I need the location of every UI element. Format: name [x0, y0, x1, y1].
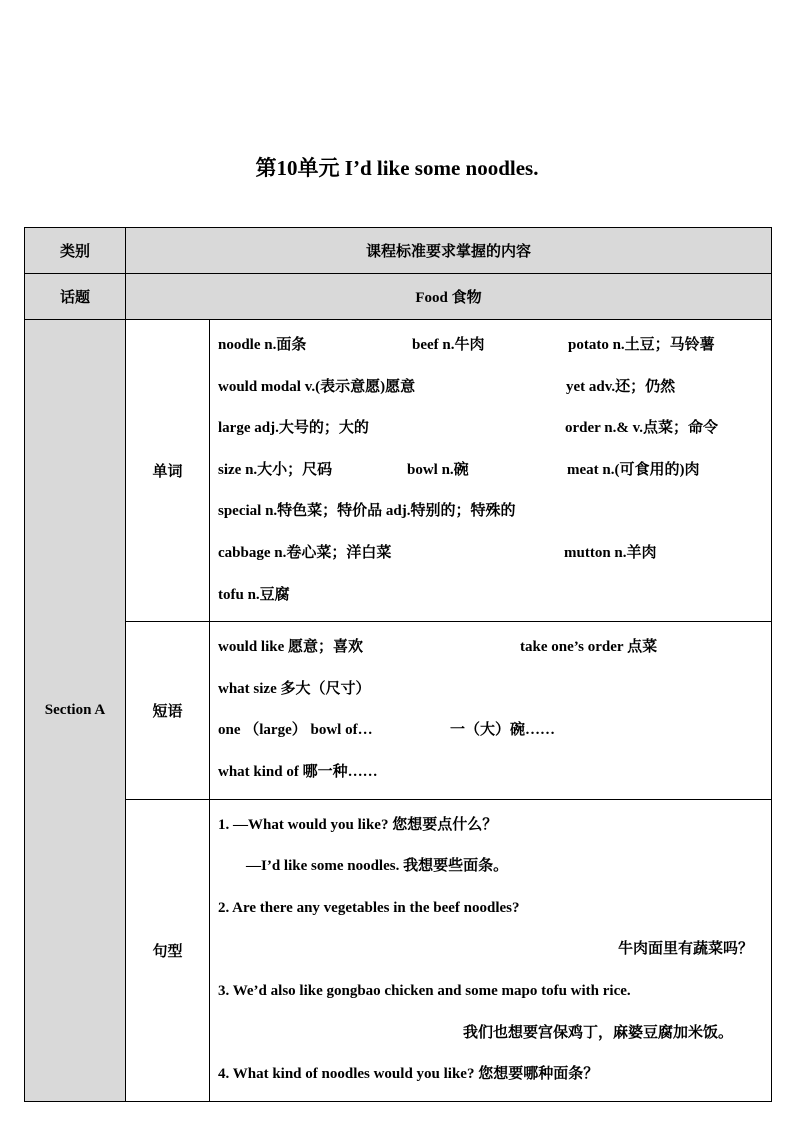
- phrases-row: [25, 622, 772, 799]
- sentences-row: [25, 799, 772, 1101]
- vocab-item: potato n.土豆；马铃薯: [568, 337, 715, 353]
- vocab-line: [218, 367, 763, 409]
- vocab-line: [218, 325, 763, 367]
- vocab-item: size n.大小；尺码: [218, 461, 333, 478]
- phrase-item: would like 愿意；喜欢: [218, 639, 364, 656]
- vocab-item: would modal v.(表示意愿)愿意: [218, 378, 416, 395]
- phrase-item: what size 多大（尺寸）: [218, 680, 371, 697]
- section-label: Section A: [25, 320, 126, 1102]
- phrases-content: [210, 622, 772, 799]
- sentence-line: 3. We’d also like gongbao chicken and some mapo tofu with rice.: [218, 982, 631, 999]
- vocab-item: noodle n.面条: [218, 337, 307, 353]
- phrase-line: [218, 710, 763, 752]
- vocab-item: cabbage n.卷心菜；洋白菜: [218, 544, 392, 561]
- vocab-line: [218, 408, 763, 450]
- phrase-line: [218, 752, 763, 794]
- vocab-row: [25, 320, 772, 622]
- sentence-translation: 牛肉面里有蔬菜吗？: [618, 941, 754, 958]
- header-category: 类别: [25, 228, 126, 274]
- vocab-line: [218, 575, 763, 617]
- sentence-line: 1. —What would you like? 您想要点什么？: [218, 816, 498, 833]
- vocab-line: [218, 450, 763, 492]
- vocab-content: [210, 320, 772, 622]
- vocab-item: large adj.大号的；大的: [218, 420, 369, 437]
- vocab-item: special n.特色菜；特价品 adj.特别的；特殊的: [218, 503, 516, 520]
- vocab-item: beef n.牛肉: [412, 337, 485, 353]
- vocab-item: bowl n.碗: [407, 461, 469, 478]
- vocab-item: yet adv.还；仍然: [566, 378, 676, 395]
- vocab-item: mutton n.羊肉: [564, 544, 657, 561]
- vocab-line: [218, 533, 763, 575]
- phrase-item: 一（大）碗……: [450, 722, 556, 739]
- sentences-label: 句型: [126, 799, 210, 1101]
- phrase-line: [218, 669, 763, 711]
- phrase-line: [218, 627, 763, 669]
- phrase-item: one （large） bowl of…: [218, 722, 373, 739]
- vocab-item: tofu n.豆腐: [218, 586, 290, 603]
- vocab-item: meat n.(可食用的)肉: [567, 461, 700, 478]
- header-content: 课程标准要求掌握的内容: [126, 228, 772, 274]
- phrase-item: what kind of 哪一种……: [218, 763, 378, 780]
- sentence-translation: 我们也想要宫保鸡丁，麻婆豆腐加米饭。: [463, 1024, 734, 1041]
- vocab-item: order n.& v.点菜；命令: [565, 420, 719, 437]
- sentence-line: —I’d like some noodles. 我想要些面条。: [246, 858, 509, 875]
- topic-row: [25, 274, 772, 320]
- content-table: [24, 227, 772, 1102]
- sentences-content: [210, 799, 772, 1101]
- vocab-label: 单词: [126, 320, 210, 622]
- header-row: [25, 228, 772, 274]
- sentence-line: 2. Are there any vegetables in the beef noodles?: [218, 899, 520, 916]
- phrases-label: 短语: [126, 622, 210, 799]
- sentence-line: 4. What kind of noodles would you like? 您想要哪种面条？: [218, 1066, 599, 1083]
- topic-label: 话题: [25, 274, 126, 320]
- vocab-line: [218, 491, 763, 533]
- phrase-item: take one’s order 点菜: [520, 639, 658, 656]
- page-title: 第10单元 I’d like some noodles.: [255, 156, 539, 180]
- topic-value: Food 食物: [126, 274, 772, 320]
